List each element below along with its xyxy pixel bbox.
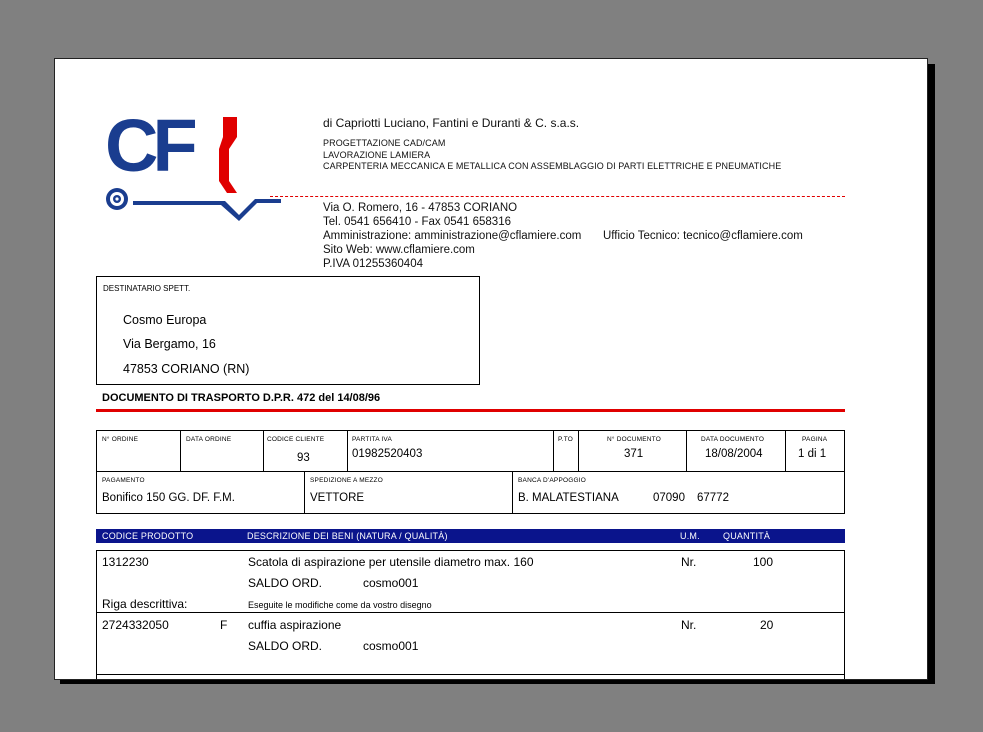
bank-value: B. MALATESTIANA xyxy=(518,492,619,504)
recipient-name: Cosmo Europa xyxy=(123,313,207,327)
page-value: 1 di 1 xyxy=(798,448,827,460)
title-underline xyxy=(96,409,845,412)
activity-line: LAVORAZIONE LAMIERA xyxy=(323,150,431,160)
bank-cell xyxy=(513,472,844,513)
doc-number-cell xyxy=(579,431,687,471)
document-fields-row2 xyxy=(96,472,845,514)
shipping-cell xyxy=(305,472,513,513)
item-note-label: Riga descrittiva: xyxy=(102,597,188,611)
doc-date-cell xyxy=(687,431,786,471)
page-label: PAGINA xyxy=(802,436,828,443)
vat-label: PARTITA IVA xyxy=(352,436,393,443)
client-code-cell xyxy=(264,431,348,471)
item-qty: 20 xyxy=(760,618,774,632)
company-address: Via O. Romero, 16 - 47853 CORIANO xyxy=(323,202,518,214)
client-code-value: 93 xyxy=(297,452,310,464)
shipping-label: SPEDIZIONE A MEZZO xyxy=(310,477,383,484)
pto-label: P.TO xyxy=(558,436,574,443)
activity-line: PROGETTAZIONE CAD/CAM xyxy=(323,138,446,148)
header-um: U.M. xyxy=(680,531,700,541)
order-date-cell xyxy=(181,431,264,471)
item-qty: 100 xyxy=(753,555,774,569)
document-fields-row1 xyxy=(96,430,845,472)
header-description: DESCRIZIONE DEI BENI (NATURA / QUALITÀ) xyxy=(247,531,448,541)
bank-cab: 67772 xyxy=(697,492,729,504)
header-qty: QUANTITÀ xyxy=(723,531,771,541)
header-dashed-line xyxy=(270,196,845,197)
company-name: di Capriotti Luciano, Fantini e Duranti & C. s.a.s. xyxy=(323,116,580,130)
item-description: cuffia aspirazione xyxy=(248,618,342,632)
vat-cell xyxy=(348,431,554,471)
document-title: DOCUMENTO DI TRASPORTO D.P.R. 472 del 14/08/96 xyxy=(102,392,381,404)
page-cell xyxy=(786,431,844,471)
table-row xyxy=(96,674,845,680)
items-table-header xyxy=(96,529,845,543)
item-note: Eseguite le modifiche come da vostro disegno xyxy=(248,600,432,610)
tech-email: Ufficio Tecnico: tecnico@cflamiere.com xyxy=(603,230,803,242)
payment-label: PAGAMENTO xyxy=(102,477,145,484)
payment-cell xyxy=(97,472,305,513)
client-code-label: CODICE CLIENTE xyxy=(267,436,325,443)
item-code: 2724332050 xyxy=(102,618,169,632)
table-row xyxy=(96,550,845,613)
company-logo xyxy=(105,109,285,234)
item-description: Scatola di aspirazione per utensile diametro max. 160 xyxy=(248,555,534,569)
order-date-label: DATA ORDINE xyxy=(186,436,232,443)
item-order-ref-label: SALDO ORD. xyxy=(248,576,323,590)
item-code: 1312230 xyxy=(102,555,149,569)
item-order-ref-label: SALDO ORD. xyxy=(248,639,323,653)
recipient-box xyxy=(96,276,480,385)
shipping-value: VETTORE xyxy=(310,492,365,504)
company-website: Sito Web: www.cflamiere.com xyxy=(323,244,475,256)
table-row xyxy=(96,612,845,675)
recipient-street: Via Bergamo, 16 xyxy=(123,337,216,351)
order-number-label: N° ORDINE xyxy=(102,436,139,443)
doc-date-label: DATA DOCUMENTO xyxy=(701,436,765,443)
recipient-label: DESTINATARIO SPETT. xyxy=(103,284,191,293)
item-flag: F xyxy=(220,618,228,632)
bank-abi: 07090 xyxy=(653,492,685,504)
pto-cell xyxy=(554,431,579,471)
header-code: CODICE PRODOTTO xyxy=(102,531,194,541)
item-order-ref: cosmo001 xyxy=(363,576,419,590)
recipient-city: 47853 CORIANO (RN) xyxy=(123,362,250,376)
bank-label: BANCA D'APPOGGIO xyxy=(518,477,587,484)
order-number-cell xyxy=(97,431,181,471)
vat-value: 01982520403 xyxy=(352,448,423,460)
logo-letters: CF xyxy=(105,109,192,187)
document-page xyxy=(54,58,928,680)
doc-date-value: 18/08/2004 xyxy=(705,448,763,460)
company-phone: Tel. 0541 656410 - Fax 0541 658316 xyxy=(323,216,511,228)
payment-value: Bonifico 150 GG. DF. F.M. xyxy=(102,492,235,504)
admin-email: Amministrazione: amministrazione@cflamiere.com xyxy=(323,230,582,242)
company-vat: P.IVA 01255360404 xyxy=(323,258,423,270)
item-um: Nr. xyxy=(681,555,697,569)
activity-line: CARPENTERIA MECCANICA E METALLICA CON ASSEMBLAGGIO DI PARTI ELETTRICHE E PNEUMATICHE xyxy=(323,161,782,171)
doc-number-label: N° DOCUMENTO xyxy=(607,436,661,443)
item-order-ref: cosmo001 xyxy=(363,639,419,653)
item-um: Nr. xyxy=(681,618,697,632)
doc-number-value: 371 xyxy=(624,448,644,460)
